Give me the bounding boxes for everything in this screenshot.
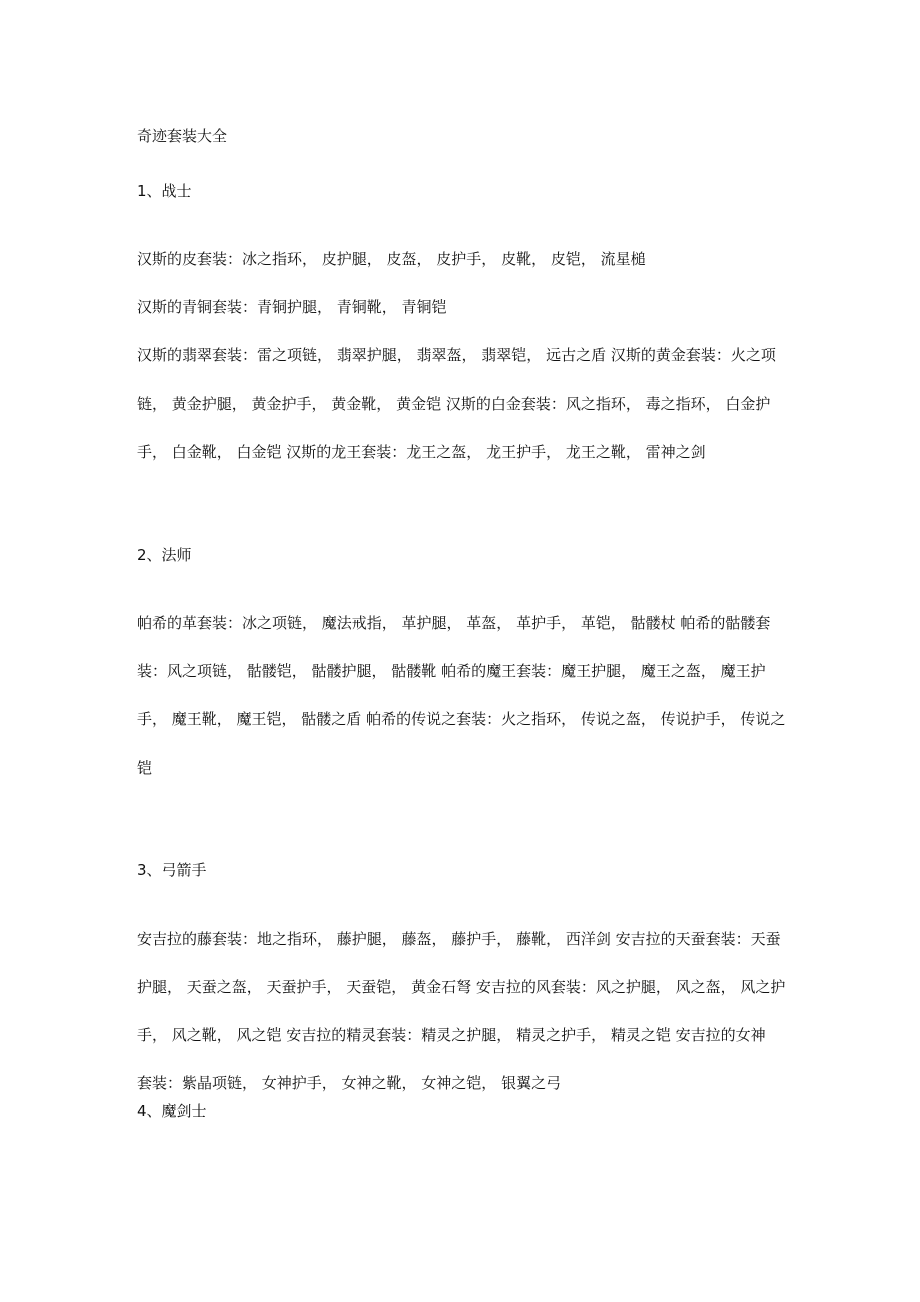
- paragraph-line: 护腿， 天蚕之盔， 天蚕护手， 天蚕铠， 黄金石弩 安吉拉的风套装：风之护腿， 风之盔， 风之护: [137, 978, 786, 996]
- paragraph-line: 汉斯的翡翠套装：雷之项链， 翡翠护腿， 翡翠盔， 翡翠铠， 远古之盾 汉斯的黄金套装：火之项: [137, 346, 776, 364]
- section-heading-warrior: 1、战士: [137, 182, 192, 200]
- paragraph-line: 铠: [137, 759, 153, 777]
- paragraph-line: 汉斯的青铜套装：青铜护腿， 青铜靴， 青铜铠: [137, 298, 447, 316]
- paragraph-line: 套装：紫晶项链， 女神护手， 女神之靴， 女神之铠， 银翼之弓: [137, 1074, 562, 1092]
- section-heading-archer: 3、弓箭手: [137, 861, 207, 879]
- paragraph-line: 手， 风之靴， 风之铠 安吉拉的精灵套装：精灵之护腿， 精灵之护手， 精灵之铠 安吉拉的女神: [137, 1026, 766, 1044]
- paragraph-line: 帕希的革套装：冰之项链， 魔法戒指， 革护腿， 革盔， 革护手， 革铠， 骷髅杖 帕希的骷髅套: [137, 614, 771, 632]
- section-heading-magic-swordsman: 4、魔剑士: [137, 1102, 207, 1120]
- section-heading-mage: 2、法师: [137, 546, 192, 564]
- paragraph-line: 手， 白金靴， 白金铠 汉斯的龙王套装：龙王之盔， 龙王护手， 龙王之靴， 雷神之剑: [137, 443, 706, 461]
- paragraph-line: 汉斯的皮套装：冰之指环， 皮护腿， 皮盔， 皮护手， 皮靴， 皮铠， 流星槌: [137, 250, 646, 268]
- paragraph-line: 安吉拉的藤套装：地之指环， 藤护腿， 藤盔， 藤护手， 藤靴， 西洋剑 安吉拉的天蚕套装：天蚕: [137, 930, 781, 948]
- paragraph-line: 链， 黄金护腿， 黄金护手， 黄金靴， 黄金铠 汉斯的白金套装：风之指环， 毒之指环， 白金护: [137, 395, 771, 413]
- paragraph-line: 装：风之项链， 骷髅铠， 骷髅护腿， 骷髅靴 帕希的魔王套装：魔王护腿， 魔王之盔， 魔王护: [137, 662, 766, 680]
- document-title: 奇迹套装大全: [137, 127, 228, 145]
- paragraph-line: 手， 魔王靴， 魔王铠， 骷髅之盾 帕希的传说之套装：火之指环， 传说之盔， 传说护手， 传说之: [137, 710, 786, 728]
